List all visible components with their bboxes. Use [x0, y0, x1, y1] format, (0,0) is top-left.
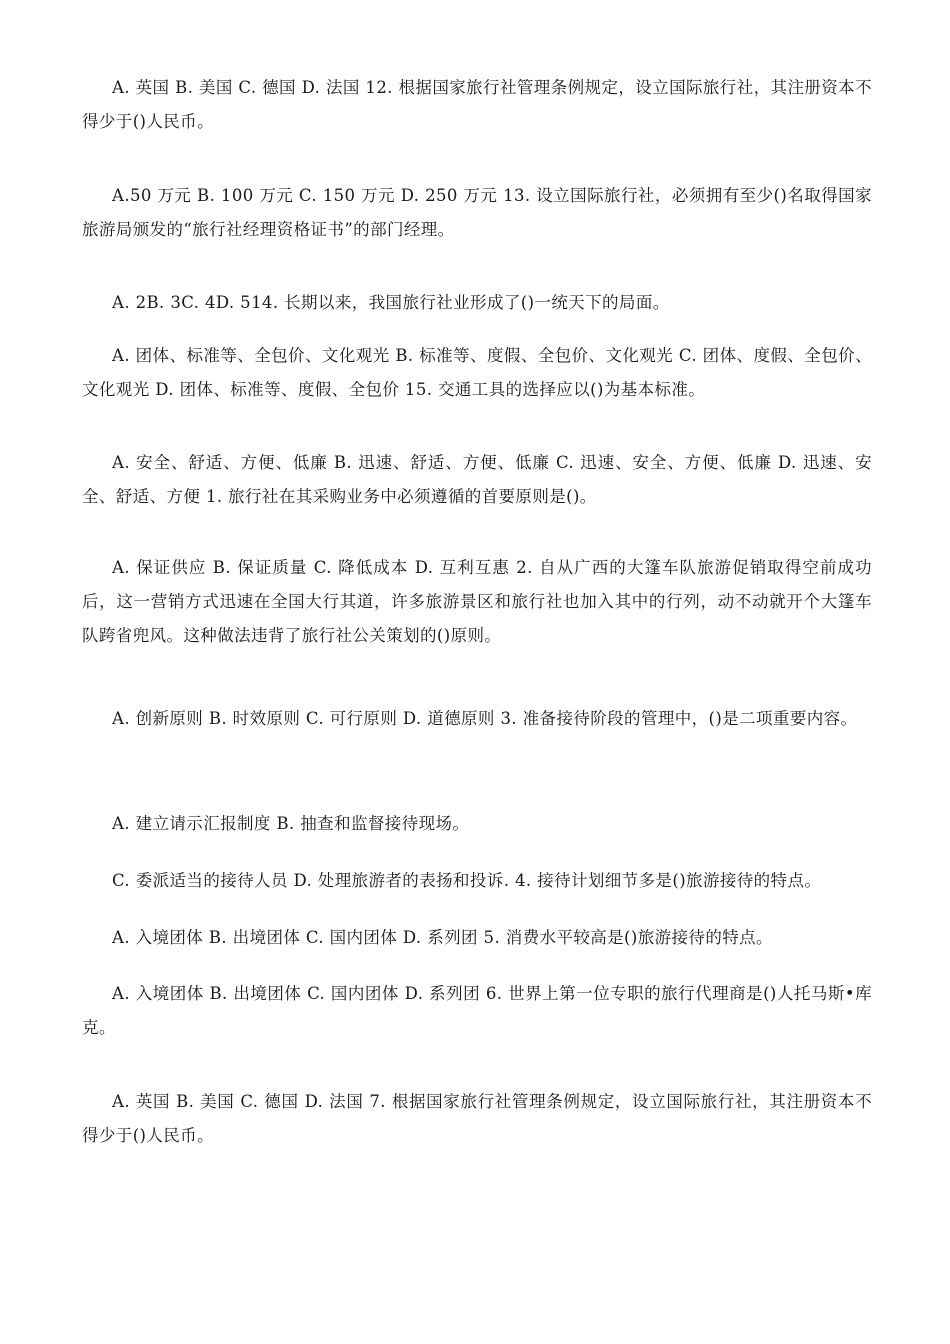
- question-paragraph-1: A. 英国 B. 美国 C. 德国 D. 法国 12. 根据国家旅行社管理条例规定，设立国际旅行社，其注册资本不得少于()人民币。: [82, 78, 872, 131]
- question-paragraph-5: A. 安全、舒适、方便、低廉 B. 迅速、舒适、方便、低廉 C. 迅速、安全、方便、低廉 D. 迅速、安全、舒适、方便 1. 旅行社在其采购业务中必须遵循的首要原则是()。: [82, 453, 872, 506]
- question-paragraph-6: A. 保证供应 B. 保证质量 C. 降低成本 D. 互利互惠 2. 自从广西的大篷车队旅游促销取得空前成功后，这一营销方式迅速在全国大行其道，许多旅游景区和旅行社也加入其中的行列，动不动就开个大篷车队跨省兜风。这种做法违背了旅行社公关策划的()原则。: [82, 558, 872, 645]
- question-paragraph-9: C. 委派适当的接待人员 D. 处理旅游者的表扬和投诉. 4. 接待计划细节多是()旅游接待的特点。: [112, 871, 822, 890]
- question-paragraph-3: A. 2B. 3C. 4D. 514. 长期以来，我国旅行社业形成了()一统天下的局面。: [112, 293, 670, 312]
- question-paragraph-2: A.50 万元 B. 100 万元 C. 150 万元 D. 250 万元 13. 设立国际旅行社，必须拥有至少()名取得国家旅游局颁发的“旅行社经理资格证书”的部门经理。: [82, 186, 872, 239]
- question-paragraph-11: A. 入境团体 B. 出境团体 C. 国内团体 D. 系列团 6. 世界上第一位专职的旅行代理商是()人托马斯•库克。: [82, 984, 872, 1037]
- question-paragraph-7: A. 创新原则 B. 时效原则 C. 可行原则 D. 道德原则 3. 准备接待阶段的管理中，()是二项重要内容。: [112, 709, 858, 728]
- question-paragraph-10: A. 入境团体 B. 出境团体 C. 国内团体 D. 系列团 5. 消费水平较高是()旅游接待的特点。: [112, 928, 773, 947]
- question-paragraph-12: A. 英国 B. 美国 C. 德国 D. 法国 7. 根据国家旅行社管理条例规定，设立国际旅行社，其注册资本不得少于()人民币。: [82, 1092, 872, 1145]
- question-paragraph-8: A. 建立请示汇报制度 B. 抽查和监督接待现场。: [112, 814, 470, 833]
- question-paragraph-4: A. 团体、标准等、全包价、文化观光 B. 标准等、度假、全包价、文化观光 C. 团体、度假、全包价、文化观光 D. 团体、标准等、度假、全包价 15. 交通工具的选择应以()为基本标准。: [82, 346, 872, 399]
